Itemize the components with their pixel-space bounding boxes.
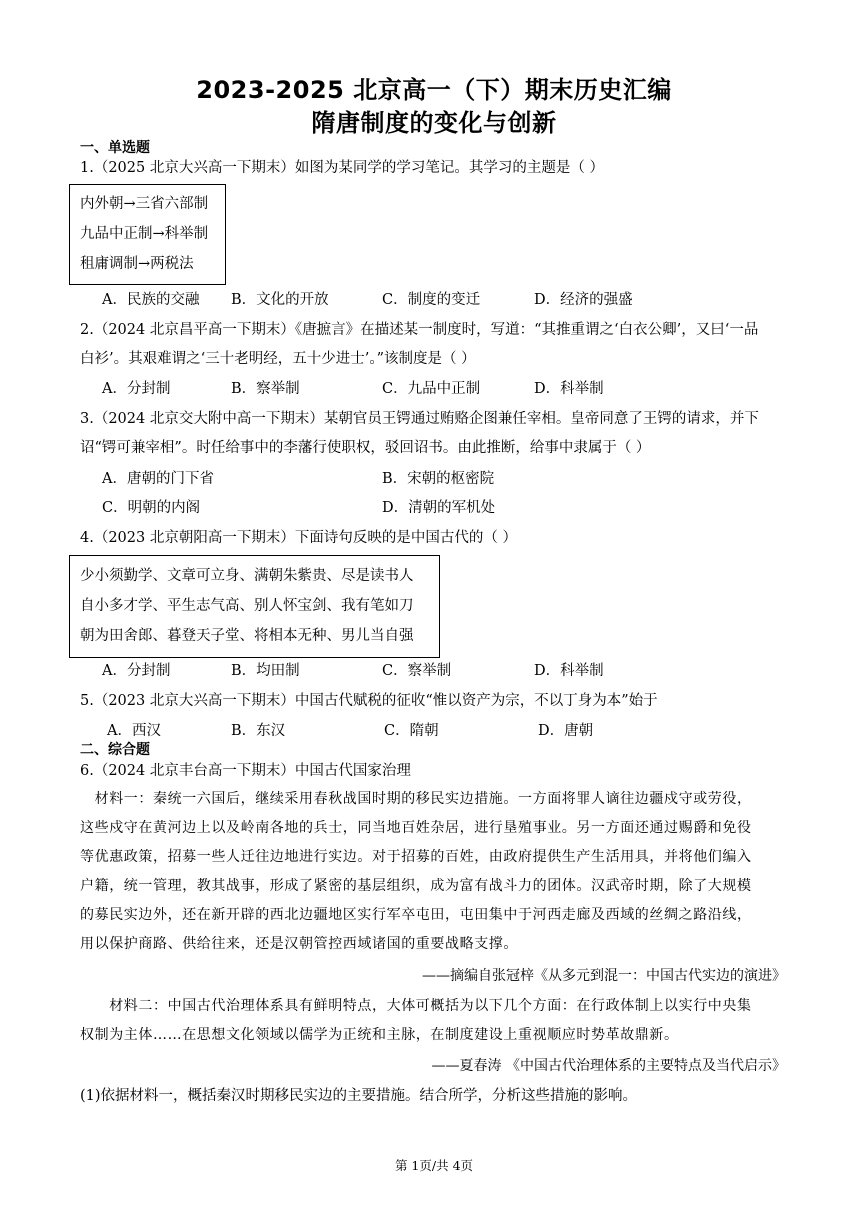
question-1-stem: 1.（2025 北京大兴高一下期末）如图为某同学的学习笔记。其学习的主题是（ ） [80,160,604,176]
question-3-stem-cont: 诏“锷可兼宰相”。时任给事中的李藩行使职权，驳回诏书。由此推断，给事中隶属于（ ） [80,440,651,456]
notes-line: 租庸调制→两税法 [80,256,194,272]
document-title: 2023-2025 北京高一（下）期末历史汇编 [196,76,672,104]
question-4-stem: 4.（2023 北京朝阳高一下期末）下面诗句反映的是中国古代的（ ） [80,530,517,546]
material-1-line: 户籍，统一管理，教其战事，形成了紧密的基层组织，成为富有战斗力的团体。汉武帝时期，除了大规模 [80,878,752,894]
question-5-option-b: B．东汉 [231,723,286,739]
material-1-line: 材料一：秦统一六国后，继续采用春秋战国时期的移民实边措施。一方面将罪人谪往边疆戍守或劳役， [80,791,752,807]
question-3-option-b: B．宋朝的枢密院 [382,471,495,487]
question-1-option-d: D．经济的强盛 [534,292,633,308]
poem-line: 朝为田舍郎、暮登天子堂、将相本无种、男儿当自强 [80,628,414,644]
question-2-stem: 2.（2024 北京昌平高一下期末）《唐摭言》在描述某一制度时，写道：“其推重谓之‘白衣公卿’，又曰‘一品 [80,322,759,338]
question-4-option-d: D．科举制 [534,663,604,679]
question-1-option-c: C．制度的变迁 [382,292,481,308]
material-1-line: 等优惠政策，招募一些人迁往边地进行实边。对于招募的百姓，由政府提供生产生活用具，并将他们编入 [80,849,752,865]
question-5-stem: 5.（2023 北京大兴高一下期末）中国古代赋税的征收“惟以资产为宗，不以丁身为本”始于 [80,693,658,709]
notes-line: 内外朝→三省六部制 [80,196,209,212]
question-3-option-d: D．清朝的军机处 [382,500,496,516]
question-6-subquestion-1: (1)依据材料一，概括秦汉时期移民实边的主要措施。结合所学，分析这些措施的影响。 [80,1088,638,1104]
material-2-line: 权制为主体……在思想文化领域以儒学为正统和主脉，在制度建设上重视顺应时势革故鼎新。 [80,1027,679,1043]
poem-line: 自小多才学、平生志气高、别人怀宝剑、我有笔如刀 [80,598,414,614]
section-heading-comprehensive: 二、综合题 [80,742,150,758]
question-1-option-b: B．文化的开放 [231,292,329,308]
question-2-option-a: A．分封制 [102,381,171,397]
material-2-source: ——夏春涛 《中国古代治理体系的主要特点及当代启示》 [431,1058,786,1074]
question-1-notes-box [69,184,226,285]
material-1-line: 这些戍守在黄河边上以及岭南各地的兵士，同当地百姓杂居，进行垦殖事业。另一方面还通过赐爵和免役 [80,820,752,836]
section-heading-single-choice: 一、单选题 [80,140,150,156]
poem-line: 少小须勤学、文章可立身、满朝朱紫贵、尽是读书人 [80,568,414,584]
question-4-option-a: A．分封制 [102,663,171,679]
material-2-line: 材料二：中国古代治理体系具有鲜明特点，大体可概括为以下几个方面：在行政体制上以实行中央集 [80,998,752,1014]
question-3-option-a: A．唐朝的门下省 [102,471,214,487]
question-4-poem-box [69,555,440,658]
question-2-stem-cont: 白衫’。其艰难谓之‘三十老明经，五十少进士’。”该制度是（ ） [80,351,476,367]
document-subtitle: 隋唐制度的变化与创新 [311,109,557,137]
question-3-option-c: C．明朝的内阁 [102,500,201,516]
question-5-option-d: D．唐朝 [538,723,594,739]
question-2-option-b: B．察举制 [231,381,300,397]
material-1-line: 的募民实边外，还在新开辟的西北边疆地区实行军卒屯田，屯田集中于河西走廊及西域的丝绸之路沿线， [80,907,752,923]
question-3-stem: 3.（2024 北京交大附中高一下期末）某朝官员王锷通过贿赂企图兼任宰相。皇帝同意了王锷的请求，并下 [80,411,759,427]
question-2-option-d: D．科举制 [534,381,604,397]
question-5-option-c: C．隋朝 [384,723,439,739]
page-footer: 第 1页/共 4页 [394,1158,474,1173]
notes-line: 九品中正制→科举制 [80,226,209,242]
question-6-stem: 6.（2024 北京丰台高一下期末）中国古代国家治理 [80,763,411,779]
question-4-option-c: C．察举制 [382,663,452,679]
material-1-line: 用以保护商路、供给往来，还是汉朝管控西域诸国的重要战略支撑。 [80,936,518,952]
question-5-option-a: A．西汉 [107,723,161,739]
question-2-option-c: C．九品中正制 [382,381,481,397]
question-4-option-b: B．均田制 [231,663,300,679]
question-1-option-a: A．民族的交融 [102,292,200,308]
material-1-source: ——摘编自张冠梓《从多元到混一：中国古代实边的演进》 [422,968,786,984]
